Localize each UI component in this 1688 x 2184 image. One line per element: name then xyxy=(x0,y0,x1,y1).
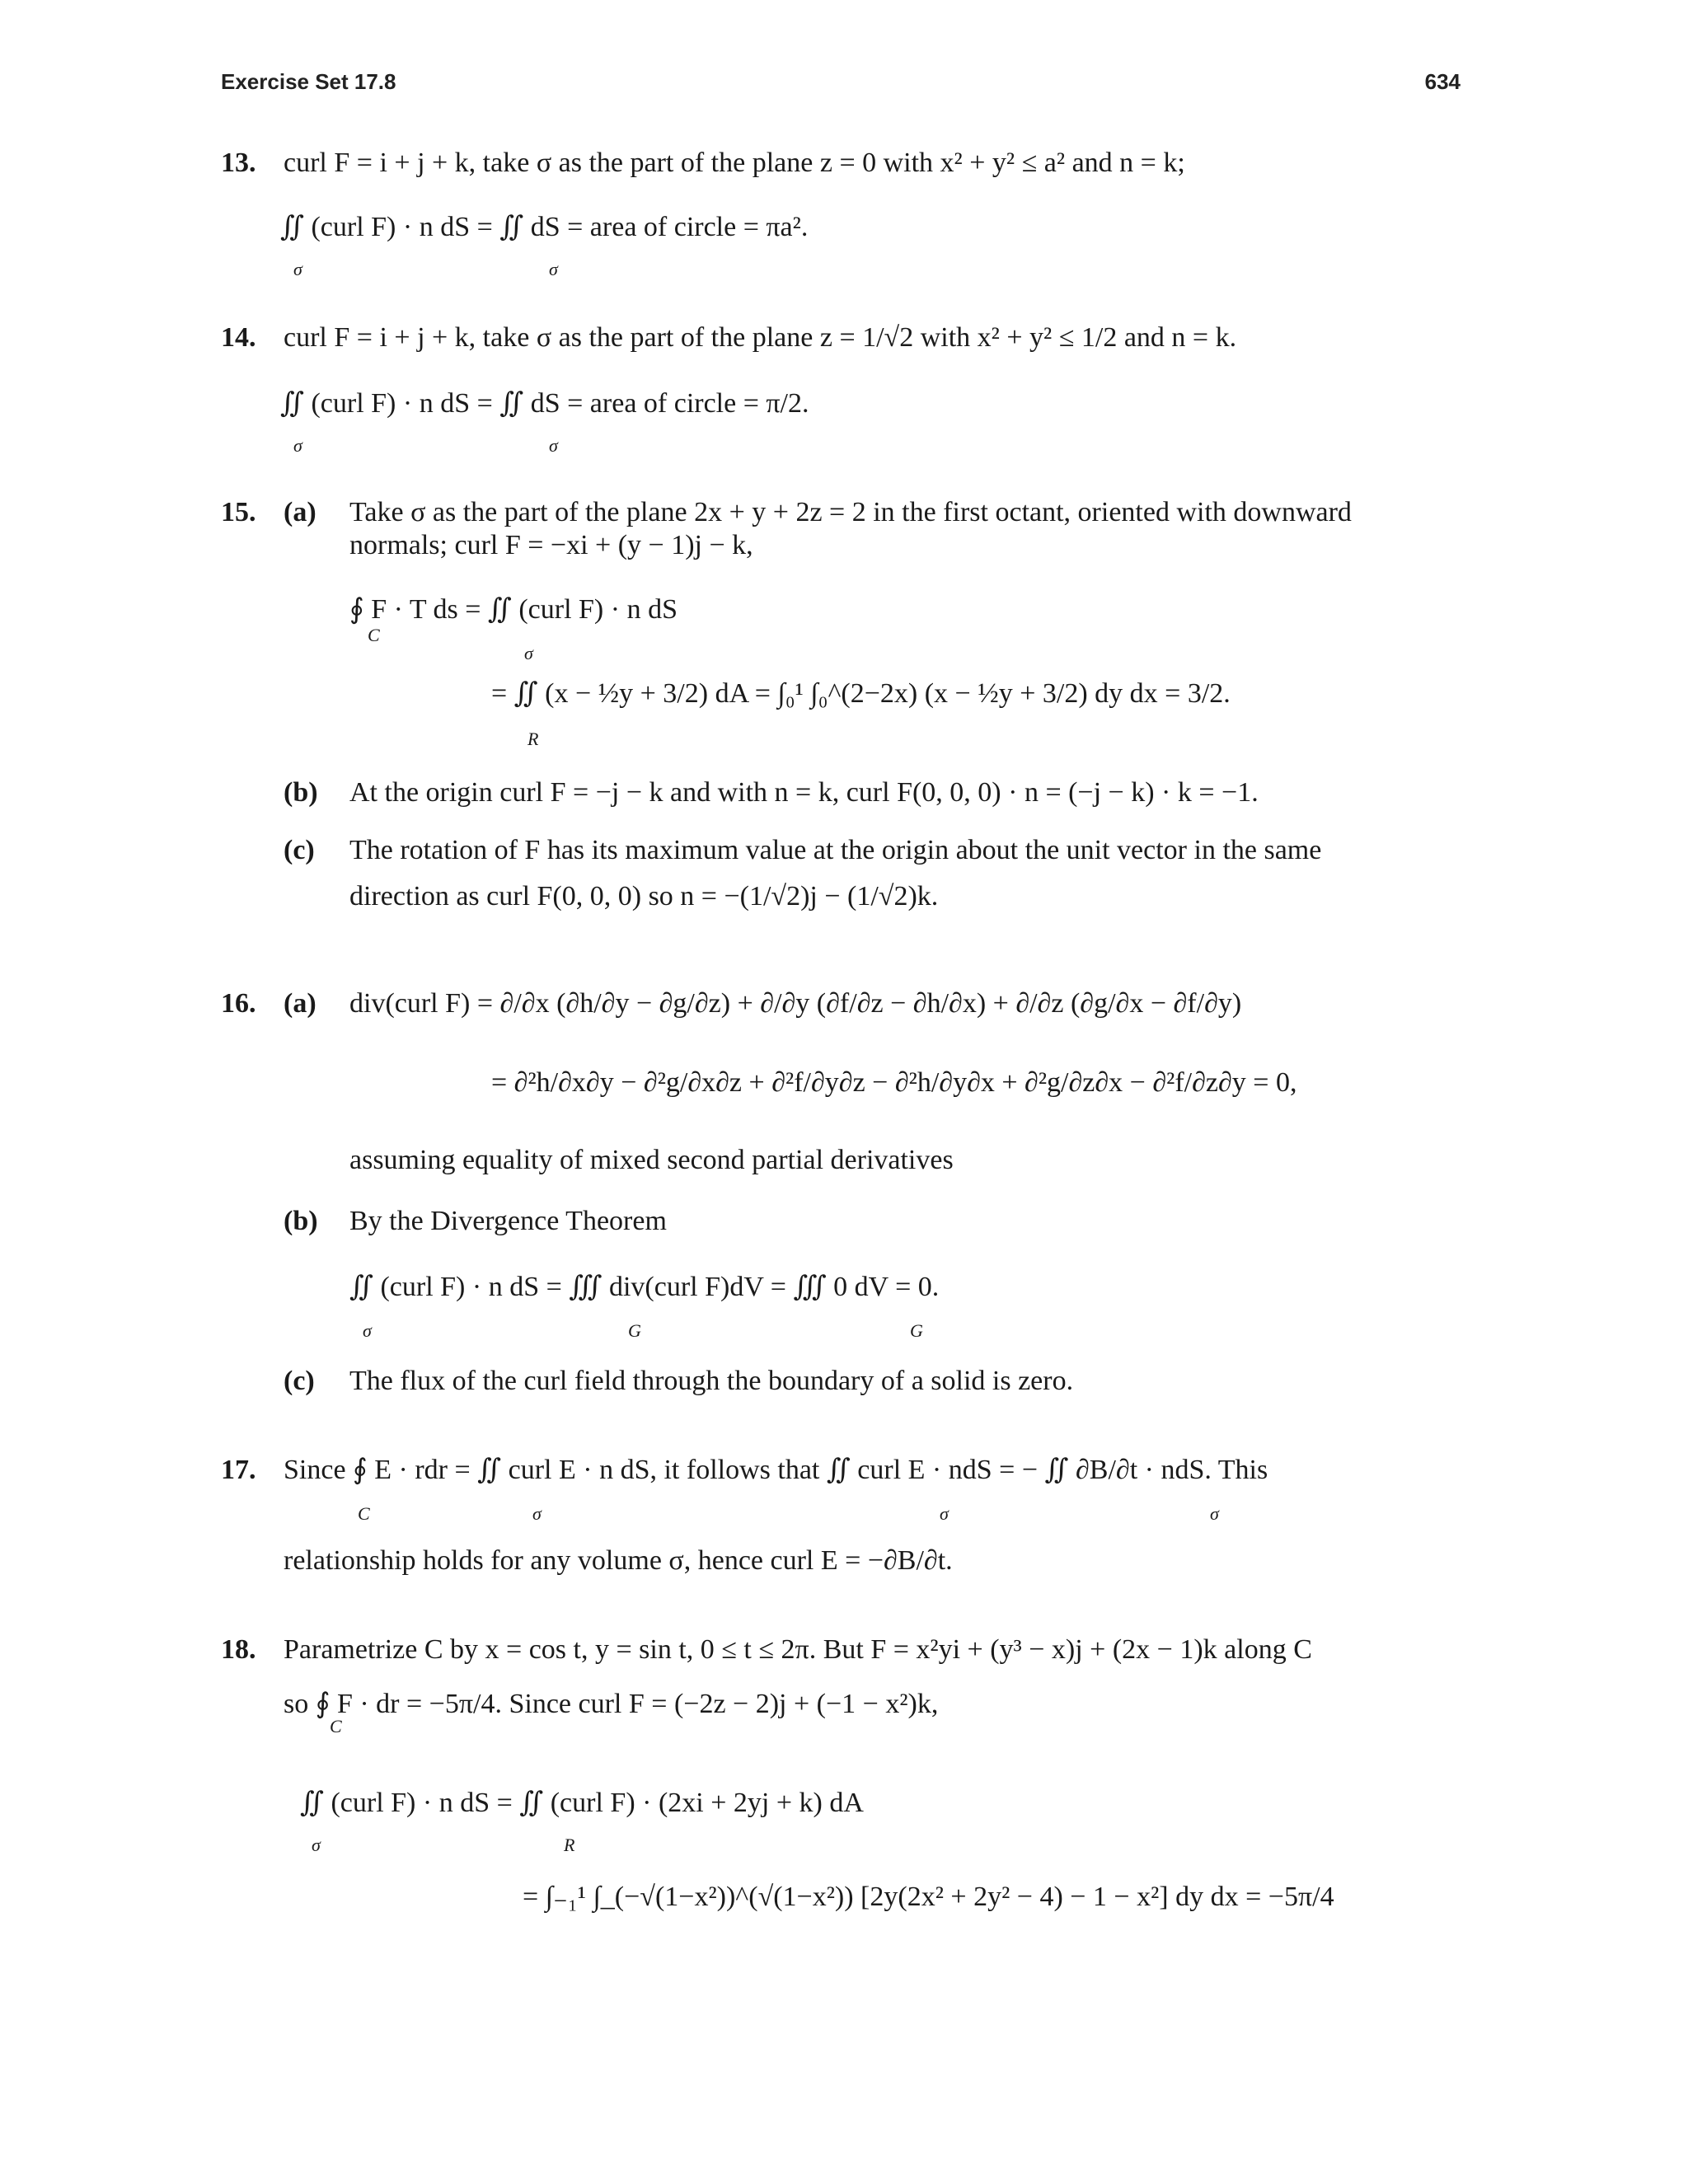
problem-16a-equation-2: = ∂²h/∂x∂y − ∂²g/∂x∂z + ∂²f/∂y∂z − ∂²h/∂y∂x + ∂²g/∂z∂x − ∂²f/∂z∂y = 0, xyxy=(491,1067,1297,1098)
problem-18-equation-2: = ∫₋₁¹ ∫_(−√(1−x²))^(√(1−x²)) [2y(2x² + 2y² − 4) − 1 − x²] dy dx = −5π/4 xyxy=(523,1882,1334,1912)
integral-subscript: σ xyxy=(293,259,302,279)
integral-subscript: σ xyxy=(363,1320,372,1341)
integral-subscript: σ xyxy=(549,259,558,279)
problem-18-number: 18. xyxy=(221,1634,256,1665)
problem-16b-equation: ∬ (curl F) · n dS = ∭ div(curl F)dV = ∭ 0 dV = 0. xyxy=(349,1272,940,1302)
part-b-label: (b) xyxy=(284,1206,318,1236)
integral-subscript: σ xyxy=(532,1503,542,1524)
problem-14-equation: ∬ (curl F) · n dS = ∬ dS = area of circle = π/2. xyxy=(280,388,809,419)
problem-15a-equation-2: = ∬ (x − ½y + 3/2) dA = ∫₀¹ ∫₀^(2−2x) (x − ½y + 3/2) dy dx = 3/2. xyxy=(491,678,1231,709)
integral-subscript: G xyxy=(910,1320,923,1341)
integral-subscript: R xyxy=(564,1835,575,1855)
problem-14-text: curl F = i + j + k, take σ as the part of the plane z = 1/√2 with x² + y² ≤ 1/2 and n = k. xyxy=(284,322,1237,353)
part-a-label: (a) xyxy=(284,988,316,1019)
problem-15a-text-2: normals; curl F = −xi + (y − 1)j − k, xyxy=(349,530,753,560)
part-a-label: (a) xyxy=(284,497,316,527)
problem-15b-text: At the origin curl F = −j − k and with n = k, curl F(0, 0, 0) · n = (−j − k) · k = −1. xyxy=(349,777,1259,808)
problem-17-line-1: Since ∮ E · rdr = ∬ curl E · n dS, it follows that ∬ curl E · ndS = − ∬ ∂B/∂t · ndS. This xyxy=(284,1455,1268,1485)
part-c-label: (c) xyxy=(284,1366,315,1396)
problem-16a-equation-1: div(curl F) = ∂/∂x (∂h/∂y − ∂g/∂z) + ∂/∂y (∂f/∂z − ∂h/∂x) + ∂/∂z (∂g/∂x − ∂f/∂y) xyxy=(349,988,1242,1019)
problem-17-line-2: relationship holds for any volume σ, hence curl E = −∂B/∂t. xyxy=(284,1545,953,1576)
problem-16c-text: The flux of the curl field through the boundary of a solid is zero. xyxy=(349,1366,1074,1396)
contour-subscript: C xyxy=(330,1716,342,1736)
section-title: Exercise Set 17.8 xyxy=(221,69,396,94)
integral-subscript: σ xyxy=(293,435,302,456)
integral-subscript: σ xyxy=(940,1503,949,1524)
problem-15c-text-1: The rotation of F has its maximum value at the origin about the unit vector in the same xyxy=(349,835,1322,865)
problem-13-equation: ∬ (curl F) · n dS = ∬ dS = area of circle = πa². xyxy=(280,212,809,242)
problem-18-line-2: so ∮ F · dr = −5π/4. Since curl F = (−2z − 2)j + (−1 − x²)k, xyxy=(284,1689,939,1719)
problem-16a-text: assuming equality of mixed second partial derivatives xyxy=(349,1145,954,1175)
integral-subscript: G xyxy=(628,1320,641,1341)
problem-13-number: 13. xyxy=(221,148,256,178)
problem-15a-text-1: Take σ as the part of the plane 2x + y + 2z = 2 in the first octant, oriented with downward xyxy=(349,497,1352,527)
problem-15-number: 15. xyxy=(221,497,256,527)
problem-16b-text: By the Divergence Theorem xyxy=(349,1206,667,1236)
problem-18-equation-1: ∬ (curl F) · n dS = ∬ (curl F) · (2xi + 2yj + k) dA xyxy=(300,1788,864,1818)
problem-17-number: 17. xyxy=(221,1455,256,1485)
part-b-label: (b) xyxy=(284,777,318,808)
contour-subscript: C xyxy=(358,1503,370,1524)
problem-15a-equation-1: ∮ F · T ds = ∬ (curl F) · n dS xyxy=(349,594,678,625)
integral-subscript: σ xyxy=(1210,1503,1219,1524)
integral-subscript: σ xyxy=(549,435,558,456)
problem-18-line-1: Parametrize C by x = cos t, y = sin t, 0 ≤ t ≤ 2π. But F = x²yi + (y³ − x)j + (2x − 1)k along C xyxy=(284,1634,1312,1665)
integral-subscript: R xyxy=(528,729,539,749)
problem-13-text: curl F = i + j + k, take σ as the part of the plane z = 0 with x² + y² ≤ a² and n = k; xyxy=(284,148,1185,178)
contour-subscript: C xyxy=(368,625,380,645)
part-c-label: (c) xyxy=(284,835,315,865)
problem-14-number: 14. xyxy=(221,322,256,353)
integral-subscript: σ xyxy=(524,643,533,663)
page-number: 634 xyxy=(1424,69,1461,94)
integral-subscript: σ xyxy=(312,1835,321,1855)
problem-15c-text-2: direction as curl F(0, 0, 0) so n = −(1/√2)j − (1/√2)k. xyxy=(349,881,939,912)
problem-16-number: 16. xyxy=(221,988,256,1019)
